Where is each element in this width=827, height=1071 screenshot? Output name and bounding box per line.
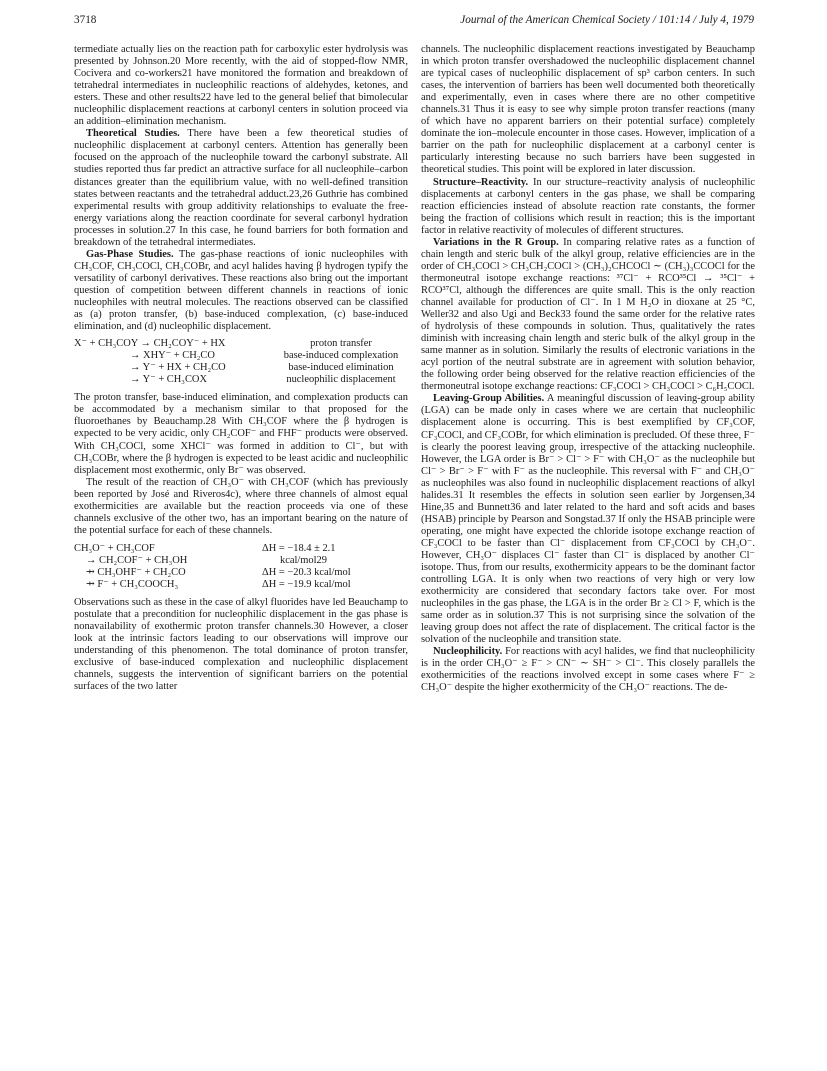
paragraph: The proton transfer, base-induced elimination, and complexation products can be accommodated by a mechanism similar to that proposed for the fluoroethanes by Beauchamp.28 With CH₃COF where the β hydrogen is expected to be very acidic, only CH₂COF⁻ and FHF⁻ products were observed. With CH₃COCl, some XHCl⁻ was formed in addition to Cl⁻, but with CH₃COBr, where the β hydrogen is expected to be least acidic and nucleophilic displacement most exothermic, only Br⁻ was observed. [74, 392, 408, 476]
section-heading: Theoretical Studies. [86, 128, 180, 140]
equation: ⇸ F⁻ + CH₃COOCH₃ [86, 579, 179, 591]
scheme-row [74, 350, 408, 362]
equation-label: base-induced complexation [283, 350, 399, 362]
paragraph-theoretical [74, 128, 408, 248]
paragraph: The result of the reaction of CH₃O⁻ with CH₃COF (which has previously been reported by José and Riveros4c), where three channels of almost equal exothermicities are available but the reaction proceeds via one of these channels exclusive of the other two, has an important bearing on the nature of the potential surface for each of these channels. [74, 476, 408, 536]
equation: → Y⁻ + CH₃COX [130, 374, 207, 386]
paragraph-text: In comparing relative rates as a function of chain length and steric bulk of the alkyl group, relative efficiencies are in the order of CH₃COCl > CH₃CH₂COCl > (CH₃)₂CHCOCl ∼ (CH₃)₃CCOCl for the thermoneutral isotope exchange reactions: ³⁷Cl⁻ + RCO³⁵Cl → ³⁵Cl⁻ + RCO³⁷Cl, although the differences are quite small. This is the only reaction channel available for production of Cl⁻. In 1 M H₂O in dioxane at 25 °C, Weller32 and also Ugi and Beck33 found the same order for the relative rates of hydrolysis of these compounds in solution. Thus, qualitatively the rates diminish with increasing chain length and steric bulk of the alkyl group in the same manner as in solution. Similarly the results of electronic variations in the acyl portion of the neutral substrate are in agreement with solution behavior, the following order being observed for the relative reaction efficiencies of the thermoneutral isotope exchange reactions: CF₃COCl > CH₃COCl > C₆H₅COCl. [421, 236, 755, 393]
equation-label: nucleophilic displacement [286, 374, 396, 386]
scheme-row [74, 543, 408, 555]
equation: X⁻ + CH₃COY → CH₂COY⁻ + HX [74, 338, 226, 350]
scheme-row [74, 579, 408, 591]
paragraph-gas-phase [74, 249, 408, 333]
paragraph-text: A meaningful discussion of leaving-group ability (LGA) can be made only in cases where we are certain that nucleophilic displacement alone is occurring. This is best exemplified by CF₃COF, CF₃COCl, and CF₃COBr, for which elimination is precluded. Of these three, F⁻ is clearly the poorest leaving group, irrespective of the attacking nucleophile. However, the LGA order is Br⁻ > Cl⁻ > F⁻ with CH₃O⁻ as the nucleophile but Cl⁻ > Br⁻ > F⁻ with F⁻ as the nucleophile. This reversal with F⁻ and CH₃O⁻ as nucleophiles was also found in nucleophilic displacement reactions of alkyl halides.31 It resembles the effects in solution seen earlier by Jorgensen,34 Hine,35 and Bunnett36 and later related to the hard and soft acids and bases (HSAB) principle by Pearson and Songstad.37 If only the HSAB principle were operating, one might have expected the chloride isotope exchange reaction of CF₃COCl to be faster than Cl⁻ displacement from CF₃COCl by CH₃O⁻. However, CH₃O⁻ displaces Cl⁻ faster than Cl⁻ is displaced by another Cl⁻ isotope. Thus, from our results, exothermicity appears to be the dominant factor controlling LGA. It is only when two reactions of very high or very low exothermicity are considered that secondary factors take over. For most nucleophiles in the gas phase, the LGA is in the order Br ≥ Cl > F, which is the same order as in solution.37 This is not surprising since the solvation of the leaving group does not affect the rate of displacement. The critical factor is the solvation of the nucleophile and transition state. [421, 393, 756, 646]
paragraph-leaving-group [421, 393, 755, 646]
paragraph-text: The gas-phase reactions of ionic nucleophiles with CH₃COF, CH₃COCl, CH₃COBr, and acyl halides having β hydrogen typify the versatility of carbonyl derivatives. These reactions also bring out the important question of competition between different channels in reactions of ionic nucleophiles with neutral molecules. The reactions observed can be classified as (a) proton transfer, (b) base-induced complexation, (c) base-induced elimination, and (d) nucleophilic displacement. [74, 248, 408, 333]
paragraph-text: For reactions with acyl halides, we find that nucleophilicity is in the order CH₃O⁻ ≥ F⁻ > CN⁻ ∼ SH⁻ > Cl⁻. This closely parallels the exothermicities of the reactions involved except in some cases where F⁻ ≥ CH₃O⁻ despite the higher exothermicity of the CH₃O⁻ reactions. The de- [421, 646, 755, 694]
scheme-row [74, 374, 408, 386]
equation: → Y⁻ + HX + CH₂CO [130, 362, 226, 374]
equation: CH₃O⁻ + CH₃COF [74, 542, 155, 554]
page-number: 3718 [74, 14, 97, 26]
paragraph: channels. The nucleophilic displacement reactions investigated by Beauchamp in which proton transfer overshadowed the nucleophilic displacement channel are typical cases of nucleophilic displacement of sp³ carbon centers. In such cases, the intervention of barriers has been well documented both theoretically and experimentally, even in cases where there are no other competitive channels.31 Thus it is easy to see why simple proton transfer reactions (many of which have no apparent barriers on their potential surface) completely dominate the ion–molecule encounter in those cases. However, implication of a barrier on the path for nucleophilic displacement at a carbonyl center is particularly interesting because no such barriers have been suggested in theoretical studies. This point will be explored in later discussion. [421, 44, 755, 176]
paragraph-structure-reactivity [421, 177, 755, 237]
equation-label: base-induced elimination [288, 362, 394, 374]
equation-label: proton transfer [310, 338, 372, 350]
journal-citation: Journal of the American Chemical Society / 101:14 / July 4, 1979 [460, 14, 754, 26]
left-column [74, 44, 408, 693]
reaction-scheme-methoxide [74, 543, 408, 591]
equation: → CH₂COF⁻ + CH₃OH [86, 554, 188, 566]
section-heading: Nucleophilicity. [433, 646, 503, 658]
section-heading: Structure–Reactivity. [433, 176, 529, 188]
paragraph: Observations such as these in the case of alkyl fluorides have led Beauchamp to postulate that a precondition for nucleophilic displacement in the gas phase is nonavailability of exothermic proton transfer channels.30 However, a closer look at the intrinsic factors leading to our observations will improve our understanding of this phenomenon. The total dominance of proton transfer, exclusive of base-induced complexation and nucleophilic displacement channels, suggests the intervention of significant barriers on the potential surfaces of the two latter [74, 597, 408, 693]
enthalpy: ΔH = −20.3 kcal/mol [262, 566, 351, 578]
scheme-row [74, 567, 408, 579]
enthalpy: ΔH = −19.9 kcal/mol [262, 579, 351, 591]
paragraph: termediate actually lies on the reaction path for carboxylic ester hydrolysis was presented by Johnson.20 More recently, with the aid of stopped-flow NMR, Cocivera and co-workers21 have monitored the formation and breakdown of tetrahedral intermediates in nucleophilic reactions of aldehydes, ketones, and esters. These and other results22 have led to the general belief that bimolecular nucleophilic displacement reactions at carbonyl centers in solution proceed via an addition–elimination mechanism. [74, 44, 408, 128]
scheme-row [74, 338, 408, 350]
right-column [421, 44, 755, 695]
scheme-row [74, 555, 408, 567]
paragraph-r-group [421, 237, 755, 394]
paragraph-text: In our structure–reactivity analysis of nucleophilic displacements at carbonyl centers in the gas phase, we shall be comparing reaction efficiencies instead of absolute reaction rate constants, the former being the fraction of collisions which result in reaction; this is the important factor in relative reactivity of molecules of different structures. [421, 176, 755, 236]
reaction-scheme [74, 338, 408, 386]
paragraph-nucleophilicity [421, 646, 755, 694]
enthalpy: kcal/mol29 [280, 554, 327, 566]
scheme-row [74, 362, 408, 374]
section-heading: Variations in the R Group. [433, 236, 559, 248]
page-header [74, 14, 754, 32]
equation: ⇸ CH₃OHF⁻ + CH₂CO [86, 566, 186, 578]
enthalpy: ΔH = −18.4 ± 2.1 [262, 542, 336, 554]
paragraph-text: There have been a few theoretical studies of nucleophilic displacement at carbonyl centers. Attention has generally been focused on the approach of the nucleophile toward the carbonyl substrate. All studies reported thus far predict an attractive surface for all nucleophile–carbon distances greater than the equilibrium value, with no well-defined transition states between reactants and the tetrahedral adduct.23,26 Guthrie has combined experimental results with group additivity relationships to evaluate the free-energy variations along the reaction coordinate for several carbonyl hydration processes in solution.27 In this case, he found barriers for both formation and breakdown of the tetrahedral intermediates. [74, 128, 408, 248]
section-heading: Gas-Phase Studies. [86, 248, 174, 260]
equation: → XHY⁻ + CH₂CO [130, 350, 215, 362]
section-heading: Leaving-Group Abilities. [433, 393, 545, 405]
